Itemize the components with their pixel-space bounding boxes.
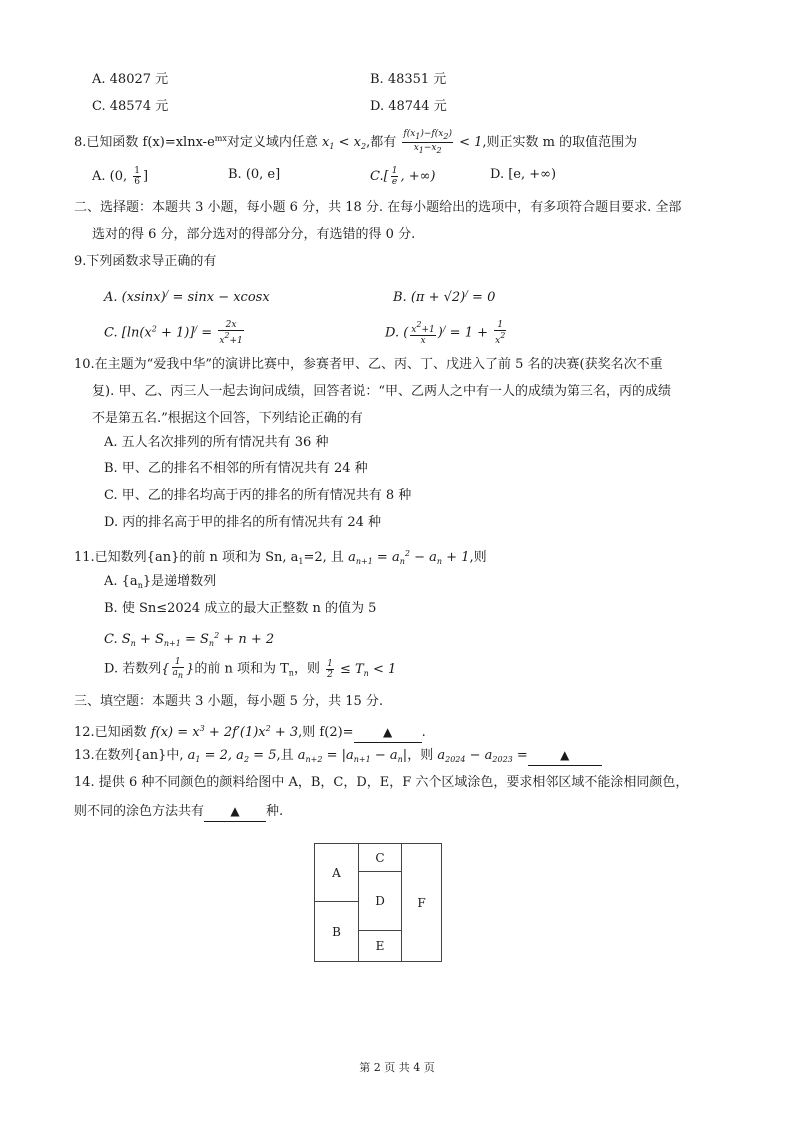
region-c: C — [359, 844, 402, 872]
q12-stem: 12.已知函数 $f(x) = x^3 + 2f'(1)x^2 + 3$,则 f(2)= ▲ . — [74, 720, 426, 743]
q11-option-c: C. $S_n + S_{n+1} = S_n^2 + n + 2$ — [104, 631, 275, 648]
q9-option-d: D. ( $\frac{x2+1}{x}$ )/ = 1 + $\frac{1}{x2}$ — [385, 320, 506, 346]
q9-stem: 9.下列函数求导正确的有 — [74, 254, 217, 269]
section3-heading: 三、填空题：本题共 3 小题，每小题 5 分，共 15 分. — [74, 694, 384, 709]
q10-stem-line1: 10.在主题为“爱我中华”的演讲比赛中，参赛者甲、乙、丙、丁、戊进入了前 5 名的决赛(获奖名次不重 — [74, 357, 663, 372]
q8-option-d: D. [e, +∞) — [490, 167, 557, 182]
q11-option-d: D. 若数列{ $\frac{1}{an}$ }的前 n 项和为 $T_n$，则 $\frac{1}{2}$ ≤ $T_n < 1$ — [104, 657, 397, 680]
region-b: B — [315, 902, 359, 961]
section2-heading-cont: 选对的得 6 分，部分选对的得部分分，有选错的得 0 分. — [92, 227, 416, 242]
q8-option-b: B. (0, e] — [228, 167, 281, 182]
q8-stem-exponent: mx — [214, 134, 227, 143]
q10-option-c: C. 甲、乙的排名均高于丙的排名的所有情况共有 8 种 — [104, 488, 412, 503]
q8-stem-end: ,则正实数 m 的取值范围为 — [482, 135, 638, 150]
q7-option-b: B. 48351 元 — [370, 72, 447, 87]
q7-option-c: C. 48574 元 — [92, 99, 169, 114]
q8-stem: 8.已知函数 $f(x)=xlnx-e^{mx}$对定义域内任意 $x_1 < x_2$,都有 $\frac{f(x1)-f(x2)}{x1-x2}$ < 1,则正实数 m 的取值范围为 — [74, 129, 638, 155]
q9-option-b: B. (π + √2)/ = 0 — [393, 289, 496, 305]
q8-stem-mid2: ,都有 — [366, 135, 397, 150]
region-diagram — [314, 843, 442, 962]
q10-option-d: D. 丙的排名高于甲的排名的所有情况共有 24 种 — [104, 515, 382, 530]
q10-stem-line2: 复). 甲、乙、丙三人一起去询问成绩，回答者说：“甲、乙两人之中有一人的成绩为第三名，丙的成绩 — [92, 384, 671, 399]
q7-option-d: D. 48744 元 — [370, 99, 447, 114]
q11-option-b: B. 使 Sn≤2024 成立的最大正整数 n 的值为 5 — [104, 601, 377, 616]
q7-option-a: A. 48027 元 — [92, 72, 169, 87]
region-e: E — [359, 931, 402, 961]
q11-option-a: A. $\{a_n\}$是递增数列 — [104, 574, 217, 590]
q14-stem-line1: 14. 提供 6 种不同颜色的颜料给图中 A，B，C，D，E，F 六个区域涂色，要求相邻区域不能涂相同颜色， — [74, 775, 689, 790]
q8-option-c: C.[ $\frac{1}{e}$ , +∞) — [370, 166, 436, 187]
q9-option-c: C. $[\ln(x^2 + 1)]^/$ = $\frac{2x}{x2+1}$ — [104, 320, 243, 346]
q11-stem: 11.已知数列{an}的前 n 项和为 Sn, $a_1=2$, 且 $a_{n+1} = a_n^2 - a_n + 1$,则 — [74, 549, 487, 566]
region-f: F — [417, 895, 426, 910]
q13-answer-blank[interactable]: ▲ — [528, 746, 602, 766]
q10-option-a: A. 五人名次排列的所有情况共有 36 种 — [104, 435, 329, 450]
q10-stem-line3: 不是第五名.”根据这个回答，下列结论正确的有 — [92, 411, 363, 426]
q14-stem-line2: 则不同的涂色方法共有 ▲ 种. — [74, 802, 283, 822]
region-d: D — [359, 872, 402, 931]
q8-option-a: A. (0, $\frac{1}{6}$ ] — [92, 166, 149, 187]
q13-stem: 13.在数列{an}中, $a_1 = 2$, $a_2 = 5$,且 $a_{n+2} = |a_{n+1} - a_n|$，则 $a_{2024} - a_{2023}$ = ▲ — [74, 746, 602, 769]
q9-option-a: A. (xsinx)/ = sinx − xcosx — [104, 289, 270, 305]
region-a: A — [315, 844, 359, 902]
q12-answer-blank[interactable]: ▲ — [354, 723, 422, 743]
page-footer: 第 2 页 共 4 页 — [359, 1061, 435, 1074]
section2-heading: 二、选择题：本题共 3 小题，每小题 6 分，共 18 分. 在每小题给出的选项中，有多项符合题目要求. 全部 — [74, 200, 682, 215]
q14-answer-blank[interactable]: ▲ — [204, 802, 266, 822]
q8-stem-start: 8.已知函数 f(x)=xlnx-e — [74, 135, 215, 150]
q10-option-b: B. 甲、乙的排名不相邻的所有情况共有 24 种 — [104, 461, 368, 476]
q8-stem-mid: 对定义域内任意 — [226, 135, 318, 150]
